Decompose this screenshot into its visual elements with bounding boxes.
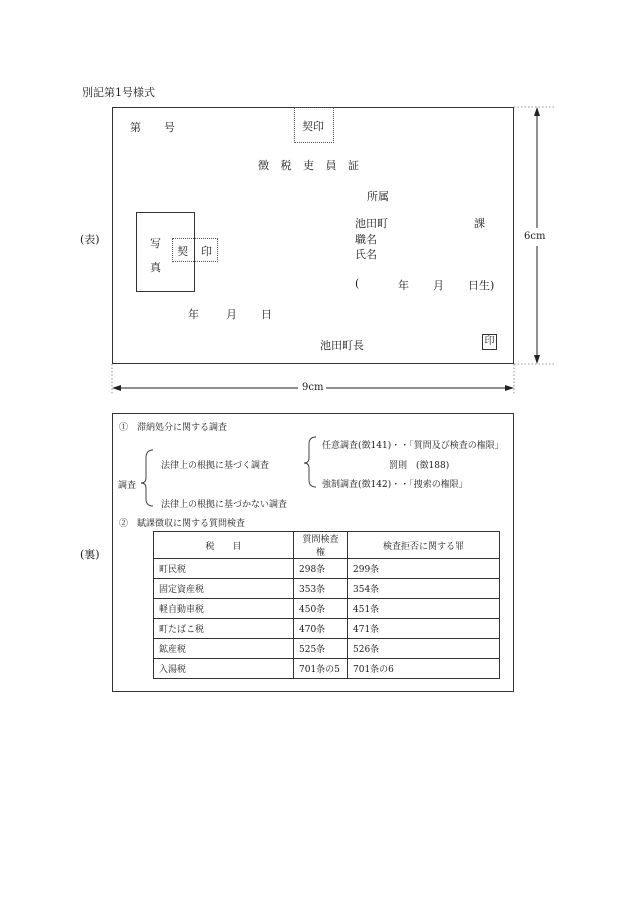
dob-suffix: 日生): [468, 279, 495, 292]
tax-name: 町民税: [154, 559, 294, 579]
inspection-article: 470条: [294, 619, 348, 639]
table-row: [154, 559, 500, 579]
tax-name: 軽自動車税: [154, 599, 294, 619]
header-refusal-offense: 検査拒否に関する罪: [348, 532, 500, 559]
offense-article: 451条: [348, 599, 500, 619]
name-label: 氏名: [355, 248, 377, 261]
table-row: [154, 659, 500, 679]
header-inspection-right: 質問検査権: [294, 532, 348, 559]
photo-label-2: 真: [150, 261, 161, 274]
table-row: [154, 619, 500, 639]
offense-article: 701条の6: [348, 659, 500, 679]
issue-day: 日: [261, 308, 272, 321]
tax-name: 町たばこ税: [154, 619, 294, 639]
table-row: [154, 639, 500, 659]
table-header-row: [154, 532, 500, 559]
town-label: 池田町: [355, 217, 388, 230]
issue-year: 年: [188, 308, 199, 321]
photo-label-1: 写: [150, 237, 161, 250]
issuer-seal: 印: [482, 334, 497, 350]
affiliation-label: 所属: [367, 190, 389, 203]
section-2-heading: ② 賦課徴収に関する質問検査: [119, 519, 246, 529]
tax-name: 固定資産税: [154, 579, 294, 599]
dob-month: 月: [433, 279, 444, 292]
offense-article: 299条: [348, 559, 500, 579]
inspection-article: 525条: [294, 639, 348, 659]
photo-seal-text-2: 印: [201, 245, 212, 258]
offense-article: 471条: [348, 619, 500, 639]
table-row: [154, 579, 500, 599]
inspection-article: 298条: [294, 559, 348, 579]
position-label: 職名: [355, 233, 377, 246]
card-title: 徴 税 吏 員 証: [258, 159, 363, 172]
width-dimension: 9cm: [302, 382, 324, 393]
height-dimension: 6cm: [524, 231, 546, 242]
section-label: 課: [474, 217, 485, 230]
issue-month: 月: [226, 308, 237, 321]
front-side-label: (表): [80, 233, 100, 246]
photo-seal-text-1: 契: [177, 245, 188, 258]
inspection-article: 450条: [294, 599, 348, 619]
dob-open: (: [355, 277, 360, 290]
offense-article: 354条: [348, 579, 500, 599]
section-1-heading: ① 滞納処分に関する調査: [119, 423, 228, 433]
penalty: 罰則 (徴188): [389, 461, 450, 471]
voluntary-survey: 任意調査(徴141)・・「質問及び検査の権限」: [322, 441, 504, 451]
form-title: 別記第1号様式: [82, 86, 155, 99]
tax-table: [153, 531, 500, 679]
back-side-label: (裏): [80, 548, 100, 561]
legal-basis-survey: 法律上の根拠に基づく調査: [161, 461, 270, 471]
dob-year: 年: [398, 279, 409, 292]
inspection-article: 353条: [294, 579, 348, 599]
number-label: 第 号: [130, 121, 181, 134]
inspection-article: 701条の5: [294, 659, 348, 679]
issuer: 池田町長: [320, 339, 364, 352]
offense-article: 526条: [348, 639, 500, 659]
survey-label: 調査: [118, 481, 137, 491]
tax-name: 入湯税: [154, 659, 294, 679]
tax-name: 鉱産税: [154, 639, 294, 659]
table-row: [154, 599, 500, 619]
no-legal-basis-survey: 法律上の根拠に基づかない調査: [161, 500, 288, 510]
compulsory-survey: 強制調査(徴142)・・「捜索の権限」: [322, 480, 468, 490]
header-tax-item: 税 目: [154, 532, 294, 559]
top-seal-text: 契印: [302, 120, 324, 133]
